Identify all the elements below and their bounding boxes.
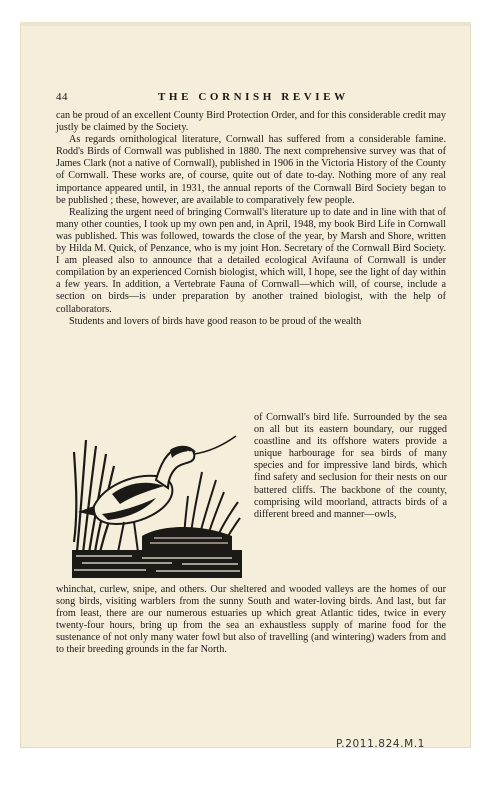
running-header xyxy=(56,91,446,105)
page-number: 44 xyxy=(56,91,68,103)
page-edge xyxy=(20,22,471,26)
paragraph-2: As regards ornithological literature, Cornwall has suffered from a considerable famine. Rodd's Birds of Cornwall was published in 1880. The next comprehensive survey was that of James Clark (not a native of Cornwall), published in 1906 in the Victoria History of the County of Cornwall. These works are, of course, quite out of date to-day. Nothing more of any real importance appeared until, in 1931, the annual reports of the Cornwall Bird Society began to be published ; these, however, are available to comparatively few people. xyxy=(56,134,446,206)
accession-number: P.2011.824.M.1 xyxy=(336,738,425,750)
avocet-figure xyxy=(72,432,242,578)
paragraph-4-side: of Cornwall's bird life. Surrounded by the sea on all but its eastern boundary, our rugged coastline and its offshore waters provide a unique harbourage for sea birds of many species and for impressive land birds, which find safety and seclusion for their nests on our battered cliffs. The backbone of the county, comprising wild moorland, attracts birds of a different breed and manner—owls, xyxy=(254,412,447,520)
paragraph-4-lead: Students and lovers of birds have good reason to be proud of the wealth xyxy=(69,315,362,327)
paragraph-1: can be proud of an excellent County Bird Protection Order, and for this considerable credit may justly be claimed by the Society. xyxy=(56,110,446,134)
figure-caption: AVOCET xyxy=(130,572,163,579)
side-text xyxy=(254,412,447,521)
paragraph-4-tail: whinchat, curlew, snipe, and others. Our sheltered and wooded valleys are the homes of our song birds, visiting warblers from the sunny South and water-loving birds. And last, but far from least, there are our numerous estuaries up which great Atlantic tides, twice in every twenty-four hours, bring up from the sea an exhaustless supply of marine food for the sustenance of not only many water fowl but also of travelling (and wintering) waders from and to their breeding grounds in the far North. xyxy=(56,584,446,656)
body-text xyxy=(56,110,446,328)
avocet-icon xyxy=(72,432,242,578)
running-title: THE CORNISH REVIEW xyxy=(158,91,349,103)
paragraph-3: Realizing the urgent need of bringing Cornwall's literature up to date and in line with that of many other counties, I took up my own pen and, in April, 1948, my book Bird Life in Cornwall was published. This was followed, towards the close of the year, by Marsh and Shore, written by Hilda M. Quick, of Penzance, who is my joint Hon. Secretary of the Cornwall Bird Society. I am pleased also to announce that a detailed ecological Avifauna of Cornwall is under compilation by an experienced Cornish biologist, which will, I hope, see the light of day within a few years. In addition, a Vertebrate Fauna of Cornwall—which will, of course, include a section on birds—is under preparation by another trained biologist, with the help of collaborators. xyxy=(56,206,446,315)
tail-text xyxy=(56,584,446,657)
